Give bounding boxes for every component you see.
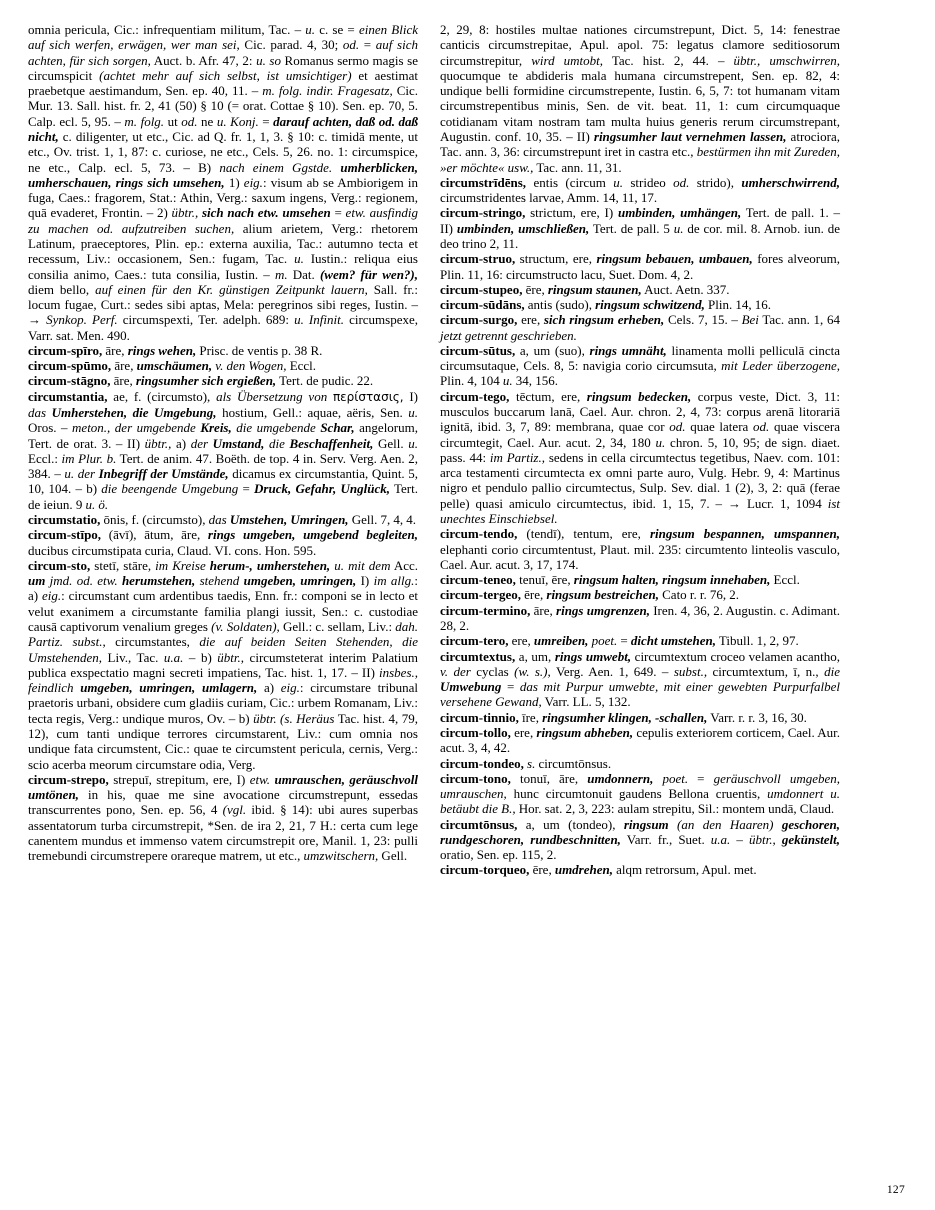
- entry-gloss: rings wehen,: [127, 342, 197, 358]
- dictionary-entry: circum-stāgno, āre, ringsumher sich ergießen, Tert. de pudic. 22.: [28, 373, 374, 389]
- entry-gloss: u.: [613, 174, 623, 190]
- entry-gloss: Kreis,: [195, 420, 232, 436]
- entry-gloss: bestürmen ihn mit Zureden, »er möchte« usw.,: [440, 144, 840, 175]
- dictionary-entry: circumstantia, ae, f. (circumsto), als Übersetzung von περίστασις, I) das Umherstehen, die Umgebung, hostium, Gell.: aquae, aëris, Sen. u. Oros. – meton., der umgebende Kreis, die umgebende Schar, angelorum, Tert. de orat. 3. – II) übtr., a) der Umstand, die Beschaffenheit, Gell. u. Eccl.: im Plur. b. Tert. de anim. 47. Boëth. de top. 4 in. Serv. Verg. Aen. 2, 384. – u. der Inbegriff der Umstände, dicamus ex circumstantia, Quint. 5, 10, 104. – b) die beengende Umgebung = Druck, Gefahr, Unglück, Tert. de ieiun. 9 u. ö.: [28, 388, 419, 512]
- entry-gloss: Bei: [741, 312, 759, 328]
- entry-gloss: wird umtobt,: [531, 52, 604, 68]
- dictionary-entry: 2, 29, 8: hostiles multae nationes circumstrepunt, Dict. 5, 14: fenestrae canticis circumstrepitae, Apul. apol. 75: legatus clamore seditiosorum circumstrepitur, wird umtobt, Tac. hist. 2, 44. – übtr., umschwirren, quocumque te abdideris mala humana circumstrepent, Sen. ep. 82, 4: undique belli formidine circumstrepente, Iustin. 6, 5, 7: tot humanam vitam circumstrepentibus minis, Sen. de vit. beat. 11, 1: cum circumquaque cotidianam vitam nostram tam multa huius generis rerum circumstrepant, Augustin. conf. 10, 35. – II) ringsumher laut vernehmen lassen, atrociora, Tac. ann. 3, 36: circumstrepunt iret in castra etc., bestürmen ihn mit Zureden, »er möchte« usw., Tac. ann. 11, 31.: [440, 22, 840, 175]
- entry-gloss: od.: [181, 113, 198, 129]
- entry-gloss: u. Infinit.: [294, 312, 344, 328]
- entry-headword: circum-tinnio,: [440, 709, 519, 725]
- entry-gloss: (achtet mehr auf sich selbst, ist umsichtiger): [99, 67, 352, 83]
- entry-gloss: jetzt getrennt geschrieben.: [440, 327, 577, 343]
- entry-gloss: jmd. od. etw.: [49, 573, 118, 589]
- entry-gloss: u.: [294, 251, 304, 267]
- entry-gloss: umzwitschern,: [303, 848, 379, 864]
- entry-gloss: rings umgrenzen,: [556, 602, 650, 618]
- entry-gloss: der: [190, 435, 209, 451]
- entry-gloss: herum-, umherstehen,: [205, 557, 331, 573]
- entry-gloss: eig.: [243, 174, 263, 190]
- entry-gloss: umdrehen,: [554, 862, 613, 878]
- entry-gloss: umbinden, umhängen,: [617, 205, 742, 221]
- entry-gloss: als Übersetzung von: [216, 388, 328, 404]
- entry-headword: circum-termino,: [440, 602, 531, 618]
- entry-gloss: ringsum staunen,: [547, 281, 642, 297]
- entry-headword: circum-tono,: [440, 770, 511, 786]
- entry-gloss: umdonnern,: [587, 770, 654, 786]
- entry-gloss: die auf beiden Seiten Stehenden, die Umstehenden,: [28, 634, 418, 665]
- entry-gloss: Umherstehen, die Umgebung,: [46, 405, 217, 421]
- greek-text: περίστασις,: [332, 389, 404, 404]
- entry-gloss: übtr.,: [217, 649, 245, 665]
- entry-headword: circum-tero,: [440, 633, 509, 649]
- entry-gloss: u.: [655, 434, 666, 450]
- dictionary-entry: circum-sūtus, a, um (suo), rings umnäht, linamenta molli pelliculā cincta circumsutaque, Cels. 8, 5: navigia corio circumsuta, mit Leder überzogene, Plin. 4, 104 u. 34, 156.: [440, 342, 841, 389]
- dictionary-entry: circum-stīpo, (āvī), ātum, āre, rings umgeben, umgebend begleiten, ducibus circumstipata curia, Claud. VI. cons. Hon. 595.: [28, 527, 418, 558]
- entry-gloss: um: [28, 573, 46, 589]
- entry-gloss: od.: [673, 174, 690, 190]
- entry-gloss: Inbegriff der Umstände,: [95, 466, 229, 482]
- entry-gloss: im Partiz.,: [489, 449, 545, 465]
- entry-gloss: u. ö.: [85, 496, 109, 512]
- entry-gloss: stehend: [199, 573, 240, 589]
- entry-gloss: insbes.,: [379, 664, 418, 680]
- entry-gloss: od.: [342, 37, 360, 53]
- entry-gloss: sich nach etw. umsehen: [198, 205, 331, 221]
- entry-headword: circumtōnsus,: [440, 816, 518, 832]
- entry-gloss: ringsum bespannen, umspannen,: [649, 526, 840, 542]
- entry-gloss: u. so: [256, 52, 281, 68]
- entry-gloss: poet.: [662, 770, 689, 786]
- entry-gloss: ist unechtes Einschiebsel.: [440, 495, 840, 526]
- entry-headword: circum-tego,: [440, 388, 510, 404]
- dictionary-entry: circum-termino, āre, rings umgrenzen, Iren. 4, 36, 2. Augustin. c. Adimant. 28, 2.: [440, 602, 840, 633]
- entry-gloss: Schar,: [315, 420, 355, 436]
- entry-gloss: geräuschvoll umgeben, umrauschen,: [440, 770, 841, 802]
- entry-gloss: u.: [673, 220, 684, 236]
- entry-gloss: etw.: [249, 771, 271, 787]
- entry-gloss: subst.,: [673, 663, 708, 679]
- entry-gloss: dicht umstehen,: [630, 633, 717, 649]
- dictionary-entry: circum-teneo, tenuī, ēre, ringsum halten, ringsum innehaben, Eccl.: [440, 572, 800, 588]
- entry-gloss: ringsum bestreichen,: [546, 587, 659, 603]
- entry-gloss: feindlich: [28, 680, 74, 696]
- entry-gloss: die beengende Umgebung: [101, 481, 239, 497]
- entry-gloss: im Kreise: [155, 557, 206, 573]
- entry-gloss: u. mit dem: [334, 557, 391, 573]
- entry-gloss: das: [28, 405, 47, 421]
- entry-gloss: Umwebung: [440, 679, 502, 695]
- entry-headword: circum-stringo,: [440, 205, 526, 221]
- dictionary-entry: circum-tondeo, s. circumtōnsus.: [440, 755, 612, 771]
- entry-gloss: Umstand,: [208, 435, 265, 451]
- entry-headword: circum-tondeo,: [440, 755, 524, 771]
- entry-gloss: ringsumher laut vernehmen lassen,: [593, 128, 787, 144]
- entry-headword: circum-sūtus,: [440, 342, 516, 358]
- entry-gloss: umdonnert u. betäubt die B.,: [440, 786, 840, 817]
- dictionary-entry: circum-tego, tēctum, ere, ringsum bedecken, corpus veste, Dict. 3, 11: musculos buccarum lanā, Cael. Aur. chron. 2, 4, 73: corpus arenā litorariā ignitā, ibid. 3, 7, 89: membrana, quae cor od. quae latera od. quae viscera circumtegit, Cael. Aur. acut. 2, 34, 180 u. chron. 5, 10, 95; de sign. diaet. pass. 44: im Partiz., sedens in cella circumtectus tegetibus, Naev. com. 101: arca testamenti circumtecta ex omni parte auro, Vulg. Hebr. 9, 4: Martinus nigro et pendulo pallio circumtectus, Sulp. Sev. dial. 1 (2), 3, 2: quā (ferae pelle) quasi amiculo circumtectus, ibid. 1, 15, 7. – → Lucr. 1, 1094 ist unechtes Einschiebsel.: [440, 388, 841, 526]
- entry-gloss: Synkop. Perf.: [46, 312, 118, 328]
- entry-gloss: nach einem Ggstde.: [219, 159, 333, 175]
- dictionary-entry: circum-tinnio, īre, ringsumher klingen, -schallen, Varr. r. r. 3, 16, 30.: [440, 709, 807, 725]
- entry-gloss: ringsumher sich ergießen,: [135, 373, 277, 389]
- entry-gloss: (an den Haaren): [677, 816, 774, 832]
- entry-headword: circum-stīpo,: [28, 527, 102, 543]
- entry-gloss: u.a.: [163, 649, 184, 665]
- entry-gloss: sich ringsum erheben,: [543, 312, 665, 328]
- entry-headword: circumstrīdēns,: [440, 174, 527, 190]
- dictionary-entry: circum-stringo, strictum, ere, I) umbinden, umhängen, Tert. de pall. 1. – II) umbinden, umschließen, Tert. de pall. 5 u. de cor. mil. 8. Arnob. iun. de deo trino 2, 11.: [440, 205, 841, 251]
- entry-headword: circum-strepo,: [28, 771, 109, 787]
- dictionary-entry: circum-spūmo, āre, umschäumen, v. den Wogen, Eccl.: [28, 358, 317, 374]
- entry-gloss: Druck, Gefahr, Unglück,: [254, 481, 390, 497]
- entry-headword: circumstantia,: [28, 388, 108, 404]
- entry-gloss: im allg.: [373, 573, 415, 589]
- entry-headword: circum-sūdāns,: [440, 297, 525, 313]
- entry-gloss: u. der: [64, 466, 96, 482]
- dictionary-entry: circum-tono, tonuī, āre, umdonnern, poet. = geräuschvoll umgeben, umrauschen, hunc circumtonuit gaudens Bellona cruentis, umdonnert u. betäubt die B., Hor. sat. 2, 3, 223: aulam strepitu, Sil.: montem undā, Claud.: [440, 770, 841, 817]
- entry-headword: circum-tollo,: [440, 724, 511, 740]
- entry-gloss: u.: [305, 22, 316, 37]
- entry-gloss: mit Leder überzogene,: [721, 358, 841, 374]
- entry-gloss: u.a.: [710, 831, 731, 847]
- entry-gloss: etw. ausfindig zu machen od. aufzutreiben suchen,: [28, 205, 418, 236]
- entry-headword: circum-tergeo,: [440, 587, 521, 603]
- entry-gloss: dah. Partiz. subst.,: [28, 618, 419, 650]
- entry-gloss: ringsum abheben,: [536, 724, 634, 740]
- entry-gloss: ringsum bebauen, umbauen,: [596, 251, 753, 267]
- entry-gloss: übtr.,: [749, 831, 776, 847]
- entry-gloss: poet.: [591, 633, 618, 649]
- entry-headword: circum-spūmo,: [28, 358, 112, 374]
- page-number: 127: [886, 1184, 905, 1196]
- entry-gloss: übtr., umschwirren,: [733, 52, 840, 68]
- entry-gloss: rings umwebt,: [554, 648, 632, 664]
- entry-headword: circum-stupeo,: [440, 281, 523, 297]
- entry-gloss: herumstehen,: [117, 573, 196, 589]
- dictionary-entry: circumstatio, ōnis, f. (circumsto), das Umstehen, Umringen, Gell. 7, 4, 4.: [28, 512, 417, 527]
- entry-gloss: Beschaffenheit,: [284, 435, 374, 451]
- dictionary-entry: circum-tergeo, ēre, ringsum bestreichen, Cato r. r. 76, 2.: [440, 587, 740, 603]
- entry-gloss: ringsum bedecken,: [586, 388, 692, 404]
- entry-gloss: Umstehen, Umringen,: [226, 512, 349, 527]
- entry-gloss: das mit Purpur umwebte, mit einer gewebten Purpurfalbel versehene Gewand,: [440, 679, 840, 710]
- entry-gloss: ringsum: [623, 816, 678, 832]
- entry-gloss: die umgebende: [236, 420, 316, 436]
- entry-gloss: m. folg. indir. Fragesatz,: [262, 83, 393, 99]
- dictionary-entry: circum-sto, stetī, stāre, im Kreise herum-, umherstehen, u. mit dem Acc. um jmd. od. etw. herumstehen, stehend umgeben, umringen, I) im allg.: a) eig.: circumstant cum ardentibus taedis, Enn. fr.: componi se in lecto et velut exanimem a circumstante familia plangi iussit, Sen.: c. custodiae causā captivorum venalium greges (v. Soldaten), Gell.: c. sellam, Liv.: dah. Partiz. subst., circumstantes, die auf beiden Seiten Stehenden, die Umstehenden, Liv., Tac. u.a. – b) übtr., circumsteterat interim Palatium publica exspectatio magni secreti impatiens, Tac. hist. 1, 17. – II) insbes., feindlich umgeben, umringen, umlagern, a) eig.: circumstare tribunal praetoris urbani, obsidere cum gladiis curiam, Cic.: urbem Romanam, Liv.: tecta regis, Verg.: undique muros, Ov. – b) übtr. (s. Heräus Tac. hist. 4, 79, 12), cum tanti undique terrores circumstarent, Liv.: cum omnia nos undique fata circumstent, Cic.: quae te circumstent pericula, cernis, Verg.: scio acerba meorum circumstare odia, Verg.: [28, 557, 419, 772]
- entry-gloss: v. den Wogen,: [215, 358, 287, 374]
- entry-gloss: die: [824, 663, 841, 679]
- entry-gloss: ringsum schwitzend,: [595, 297, 705, 313]
- entry-gloss: auf einen für den Kr. günstigen Zeitpunkt lauern,: [95, 281, 368, 297]
- dictionary-entry: circum-surgo, ere, sich ringsum erheben, Cels. 7, 15. – Bei Tac. ann. 1, 64 jetzt getrennt geschrieben.: [440, 312, 840, 343]
- entry-gloss: die: [268, 435, 285, 451]
- entry-gloss: ringsumher klingen, -schallen,: [542, 709, 708, 725]
- entry-gloss: geschoren, rundgeschoren, rundbeschnitten,: [440, 816, 841, 847]
- dictionary-entry: circum-strepo, strepuī, strepitum, ere, I) etw. umrauschen, geräuschvoll umtönen, in his, quae me sine avocatione circumstrepunt, essedas transcurrentes pono, Sen. ep. 56, 4 (vgl. ibid. § 14): ubi aures superbas assentatorum turba circumstrepit, *Sen. de ira 2, 21, 7 H.: certa cum lege canentem mundus et immenso vatem circumstrepit ore, Manil. 1, 23: pulli tremebundi circumstrepere orareque matrem, ut etc., umzwitschern, Gell.: [28, 771, 418, 864]
- entry-gloss: rings umnäht,: [589, 342, 667, 358]
- entry-gloss: u.: [502, 373, 513, 389]
- entry-gloss: eig.: [280, 680, 300, 696]
- entry-gloss: gekünstelt,: [781, 831, 840, 847]
- dictionary-entry: circum-tollo, ere, ringsum abheben, cepulis exteriorem corticem, Cael. Aur. acut. 3, 4, 42.: [440, 724, 841, 756]
- entry-gloss: v. der: [440, 663, 471, 679]
- entry-gloss: m.: [274, 266, 288, 282]
- entry-gloss: eig.: [41, 588, 62, 604]
- entry-headword: circum-tendo,: [440, 526, 518, 542]
- entry-gloss: (v. Soldaten),: [211, 618, 280, 634]
- entry-gloss: umrauschen, geräuschvoll umtönen,: [28, 771, 418, 803]
- entry-gloss: umgeben, umringen,: [239, 573, 357, 589]
- entry-headword: circumstatio,: [28, 512, 101, 527]
- entry-gloss: übtr.,: [144, 435, 172, 451]
- entry-headword: circum-torqueo,: [440, 862, 530, 878]
- entry-gloss: (w. s.),: [514, 663, 551, 679]
- entry-gloss: übtr.,: [171, 205, 199, 221]
- right-text-column: [440, 22, 840, 1142]
- entry-gloss: s.: [527, 755, 536, 771]
- entry-gloss: meton., der umgebende: [72, 420, 196, 436]
- entry-headword: circum-surgo,: [440, 312, 518, 328]
- entry-gloss: (vgl.: [222, 802, 247, 818]
- entry-gloss: umreiben,: [533, 633, 589, 649]
- two-column-text-body: [28, 22, 907, 1142]
- entry-gloss: (wem? für wen?),: [319, 266, 418, 282]
- left-text-column: [28, 22, 418, 1142]
- dictionary-entry: circumtextus, a, um, rings umwebt, circumtextum croceo velamen acantho, v. der cyclas (w. s.), Verg. Aen. 1, 649. – subst., circumtextum, ī, n., die Umwebung = das mit Purpur umwebte, mit einer gewebten Purpurfalbel versehene Gewand, Varr. LL. 5, 132.: [440, 648, 841, 710]
- entry-gloss: u. Konj.: [216, 113, 259, 129]
- entry-gloss: od.: [669, 419, 686, 435]
- dictionary-entry: circum-struo, structum, ere, ringsum bebauen, umbauen, fores alveorum, Plin. 11, 16: circumstructo lacu, Suet. Dom. 4, 2.: [440, 251, 840, 282]
- entry-gloss: umherschwirrend,: [741, 174, 840, 190]
- entry-gloss: umgeben, umringen, umlagern,: [73, 680, 258, 696]
- entry-headword: circum-struo,: [440, 251, 516, 267]
- entry-headword: circum-spīro,: [28, 342, 103, 358]
- dictionary-entry: circum-tero, ere, umreiben, poet. = dicht umstehen, Tibull. 1, 2, 97.: [440, 633, 799, 649]
- entry-gloss: im Plur. b.: [61, 450, 117, 466]
- entry-gloss: u.: [408, 405, 419, 421]
- dictionary-entry: circum-spīro, āre, rings wehen, Prisc. de ventis p. 38 R.: [28, 342, 323, 358]
- dictionary-entry: circumstrīdēns, entis (circum u. strideo od. strido), umherschwirrend, circumstridentes larvae, Amm. 14, 11, 17.: [440, 174, 840, 206]
- entry-gloss: darauf achten, daß od. daß nicht,: [28, 113, 419, 144]
- dictionary-entry: circum-tendo, (tendī), tentum, ere, ringsum bespannen, umspannen, elephanti corio circumtentust, Plaut. mil. 235: circumtento linteolis vasculo, Cael. Aur. acut. 3, 17, 174.: [440, 526, 840, 572]
- dictionary-entry: circum-sūdāns, antis (sudo), ringsum schwitzend, Plin. 14, 16.: [440, 297, 771, 313]
- entry-gloss: rings umgeben, umgebend begleiten,: [207, 527, 418, 543]
- entry-gloss: das: [208, 512, 227, 527]
- entry-gloss: umschäumen,: [136, 358, 213, 374]
- entry-gloss: einen Blick auf sich werfen, erwägen, wer man sei,: [28, 22, 418, 53]
- entry-gloss: übtr. (s. Heräus: [253, 710, 335, 726]
- entry-gloss: umherblicken, umherschauen, rings sich umsehen,: [28, 159, 418, 190]
- entry-gloss: ringsum halten, ringsum innehaben,: [573, 572, 771, 588]
- entry-headword: circum-sto,: [28, 557, 91, 573]
- entry-headword: circum-teneo,: [440, 572, 516, 588]
- dictionary-entry: circum-stupeo, ēre, ringsum staunen, Auct. Aetn. 337.: [440, 281, 730, 297]
- dictionary-entry: circum-torqueo, ēre, umdrehen, alqm retrorsum, Apul. met.: [440, 862, 757, 878]
- entry-headword: circum-stāgno,: [28, 373, 111, 389]
- entry-headword: circumtextus,: [440, 648, 516, 664]
- entry-gloss: umbinden, umschließen,: [456, 220, 590, 236]
- dictionary-entry: circumtōnsus, a, um (tondeo), ringsum (an den Haaren) geschoren, rundgeschoren, rundbeschnitten, Varr. fr., Suet. u.a. – übtr., gekünstelt, oratio, Sen. ep. 115, 2.: [440, 816, 841, 863]
- entry-gloss: u.: [408, 435, 418, 451]
- dictionary-entry: omnia pericula, Cic.: infrequentiam militum, Tac. – u. c. se = einen Blick auf sich werfen, erwägen, wer man sei, Cic. parad. 4, 30; od. = auf sich achten, für sich sorgen, Auct. b. Afr. 47, 2: u. so Romanus sermo magis se circumspicit (achtet mehr auf sich selbst, ist umsichtiger) et aestimat praebetque aestimandum, Sen. ep. 40, 11. – m. folg. indir. Fragesatz, Cic. Mur. 13. Sall. hist. fr. 2, 41 (50) § 10 (= orat. Cottae § 10). Sen. ep. 70, 5. Calp. ecl. 5, 95. – m. folg. ut od. ne u. Konj. = darauf achten, daß od. daß nicht, c. diligenter, ut etc., Cic. ad Q. fr. 1, 1, 3. § 10: c. timidā mente, ut etc., Ov. trist. 1, 1, 87: c. curiose, ne etc., Cels. 5, 26. no. 1: circumspice, ne etc., Calp. ecl. 5, 73. – B) nach einem Ggstde. umherblicken, umherschauen, rings sich umsehen, 1) eig.: visum ab se Ambiorigem in fuga, Caes.: fragorem, Stat.: Athin, Verg.: saxum ingens, Verg.: regionem, quā evaderet, Frontin. – 2) übtr., sich nach etw. umsehen = etw. ausfindig zu machen od. aufzutreiben suchen, alium arietem, Verg.: rhetorem Latinum, praeceptores, Plin. ep.: externa auxilia, Tac.: autumno tecta et recessum, Liv.: occasionem, Sen.: fugam, Tac. u. Iustin.: reliqua eius consilia animo, Caes.: tuta consilia, Iustin. – m. Dat. (wem? für wen?), diem bello, auf einen für den Kr. günstigen Zeitpunkt lauern, Sall. fr.: locum fugae, Curt.: sedes sibi aptas, Mela: peregrinos sibi reges, Iustin. – → Synkop. Perf. circumspexti, Ter. adelph. 689: u. Infinit. circumspexe, Varr. sat. Men. 490.: [28, 22, 419, 343]
- entry-gloss: auf sich achten, für sich sorgen,: [28, 37, 418, 68]
- entry-gloss: od.: [753, 419, 770, 435]
- entry-gloss: m. folg.: [124, 113, 165, 129]
